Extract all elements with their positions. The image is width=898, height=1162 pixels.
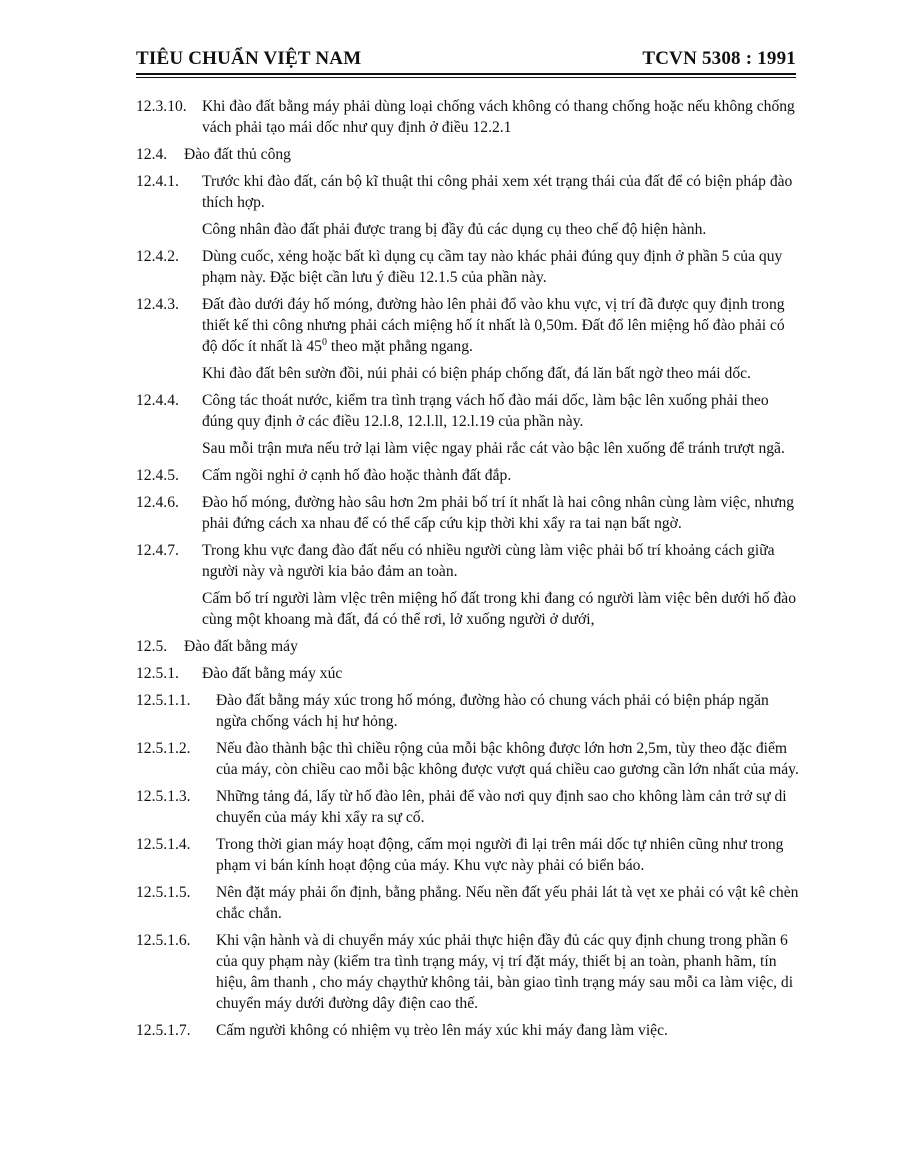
- clause-number: 12.4.1.: [136, 173, 179, 190]
- clause-number: 12.4.5.: [136, 467, 179, 484]
- clause-paragraph: Sau mỗi trận mưa nếu trở lại làm việc ngay phải rắc cát vào bậc lên xuống để tránh trượt ngã.: [202, 440, 785, 457]
- clause-paragraph: Công nhân đào đất phải được trang bị đầy đủ các dụng cụ theo chế độ hiện hành.: [202, 221, 707, 238]
- clause-text: Những tảng đá, lấy từ hố đào lên, phải để vào nơi quy định sao cho không làm cản trở sự di chuyển của máy khi xẩy ra sự cố.: [216, 788, 787, 826]
- clause-text: Khi đào đất bằng máy phải dùng loại chống vách không có thang chống hoặc nếu không chống vách phải tạo mái dốc như quy định ở điều 12.2.1: [202, 98, 795, 136]
- clause-text: Trong thời gian máy hoạt động, cấm mọi người đi lại trên mái dốc tự nhiên cũng như trong phạm vi bán kính hoạt động của máy. Khu vực này phải có biển báo.: [216, 836, 784, 874]
- clause-12-5-1-6: [136, 930, 800, 1014]
- clause-12-5-1-5: [136, 882, 800, 924]
- clause-12-5-1-1: [136, 690, 800, 732]
- header-standard-code: TCVN 5308 : 1991: [642, 48, 796, 69]
- clause-number: 12.5.1.7.: [136, 1022, 191, 1039]
- clause-text-main: Đất đào dưới đáy hố móng, đường hào lên phải đổ vào khu vực, vị trí đã được quy định trong thiết kế thi công nhưng phải cách miệng hố ít nhất là 0,50m. Đất đổ lên miệng hố đào phải có độ dốc ít nhất là 45: [202, 296, 785, 355]
- header-standard-name: TIÊU CHUẨN VIỆT NAM: [136, 48, 362, 69]
- clause-text: Trước khi đào đất, cán bộ kĩ thuật thi công phải xem xét trạng thái của đất để có biện pháp đào thích hợp.: [202, 173, 793, 211]
- clause-number: 12.4.7.: [136, 542, 179, 559]
- clause-text: Khi vận hành và di chuyển máy xúc phải thực hiện đầy đủ các quy định chung trong phần 6 của quy phạm này (kiểm tra tình trạng máy, vị trí đặt máy, thiết bị an toàn, phanh hãm, tín hiệu, âm thanh , cho máy chạythử không tải, bàn giao tình trạng máy sau mỗi ca làm việc, di chuyển máy dưới đường dây điện cao thế.: [216, 932, 794, 1012]
- header-rule-thick: [136, 73, 796, 75]
- clause-number: 12.5.1.2.: [136, 740, 191, 757]
- section-number: 12.5.: [136, 638, 168, 655]
- clause-12-4-6: [136, 492, 800, 534]
- clause-text: Dùng cuốc, xẻng hoặc bất kì dụng cụ cầm tay nào khác phải đúng quy định ở phần 5 của quy phạm này. Đặc biệt cần lưu ý điều 12.1.5 của phần này.: [202, 248, 783, 286]
- clause-12-3-10: [136, 96, 800, 138]
- clause-text: Đào đất bằng máy xúc trong hố móng, đường hào có chung vách phải có biện pháp ngăn ngừa chống vách hị hư hỏng.: [216, 692, 769, 730]
- clause-number: 12.4.4.: [136, 392, 179, 409]
- subsection-number: 12.5.1.: [136, 665, 179, 682]
- clause-text: Trong khu vực đang đào đất nếu có nhiều người cùng làm việc phải bố trí khoảng cách giữa người này và người kia bảo đảm an toàn.: [202, 542, 775, 580]
- section-12-5: [136, 636, 800, 657]
- clause-number: 12.4.6.: [136, 494, 179, 511]
- document-body: [136, 96, 800, 1047]
- clause-text: [202, 294, 800, 357]
- clause-text: Nếu đào thành bậc thì chiều rộng của mỗi bậc không được lớn hơn 2,5m, tùy theo đặc điểm của máy, còn chiều cao mỗi bậc không được vượt quá chiều cao gương cần lớn nhất của máy.: [216, 740, 799, 778]
- degree-superscript: 0: [321, 336, 327, 348]
- clause-12-5-1-3: [136, 786, 800, 828]
- clause-number: 12.5.1.1.: [136, 692, 191, 709]
- clause-text: Đào hố móng, đường hào sâu hơn 2m phải bố trí ít nhất là hai công nhân cùng làm việc, nhưng phải đứng cách xa nhau để có thể cấp cứu kịp thời khi xẩy ra tai nạn bất ngờ.: [202, 494, 795, 532]
- section-12-4: [136, 144, 800, 165]
- clause-12-5-1-7: [136, 1020, 800, 1041]
- clause-12-4-2: [136, 246, 800, 288]
- clause-paragraph: Khi đào đất bên sườn đồi, núi phải có biện pháp chống đất, đá lăn bất ngờ theo mái dốc.: [202, 365, 751, 382]
- section-title: Đào đất thủ công: [184, 146, 291, 163]
- clause-text-tail: theo mặt phẳng ngang.: [326, 338, 473, 355]
- clause-paragraph: Cấm bố trí người làm vlệc trên miệng hố đất trong khi đang có người làm việc bên dưới hố đào cùng một khoang mà đất, đá có thể rơi, lở xuống người ở dưới,: [202, 590, 797, 628]
- clause-number: 12.3.10.: [136, 98, 187, 115]
- clause-12-4-3: [136, 294, 800, 357]
- clause-12-4-1: [136, 171, 800, 213]
- clause-number: 12.5.1.4.: [136, 836, 191, 853]
- subsection-title: Đào đất bằng máy xúc: [202, 665, 343, 682]
- clause-text: Cấm ngồi nghỉ ở cạnh hố đào hoặc thành đất đắp.: [202, 467, 512, 484]
- section-title: Đào đất bằng máy: [184, 638, 298, 655]
- clause-number: 12.5.1.3.: [136, 788, 191, 805]
- clause-number: 12.5.1.6.: [136, 932, 191, 949]
- clause-12-4-7: [136, 540, 800, 582]
- clause-number: 12.4.3.: [136, 296, 179, 313]
- clause-12-4-5: [136, 465, 800, 486]
- clause-12-5-1-2: [136, 738, 800, 780]
- clause-text: Nên đặt máy phải ổn định, bằng phẳng. Nếu nền đất yếu phải lát tà vẹt xe phải có vật kê chèn chắc chắn.: [216, 884, 799, 922]
- section-number: 12.4.: [136, 146, 168, 163]
- header-rule-thin: [136, 77, 796, 78]
- clause-text: Công tác thoát nước, kiểm tra tình trạng vách hố đào mái dốc, làm bậc lên xuống phải theo đúng quy định ở các điều 12.l.8, 12.l.ll, 12.l.19 của phần này.: [202, 392, 769, 430]
- clause-number: 12.4.2.: [136, 248, 179, 265]
- clause-text: Cấm người không có nhiệm vụ trèo lên máy xúc khi máy đang làm việc.: [216, 1022, 668, 1039]
- subsection-12-5-1: [136, 663, 800, 684]
- clause-12-4-4: [136, 390, 800, 432]
- clause-12-5-1-4: [136, 834, 800, 876]
- clause-number: 12.5.1.5.: [136, 884, 191, 901]
- page-header: [136, 44, 796, 70]
